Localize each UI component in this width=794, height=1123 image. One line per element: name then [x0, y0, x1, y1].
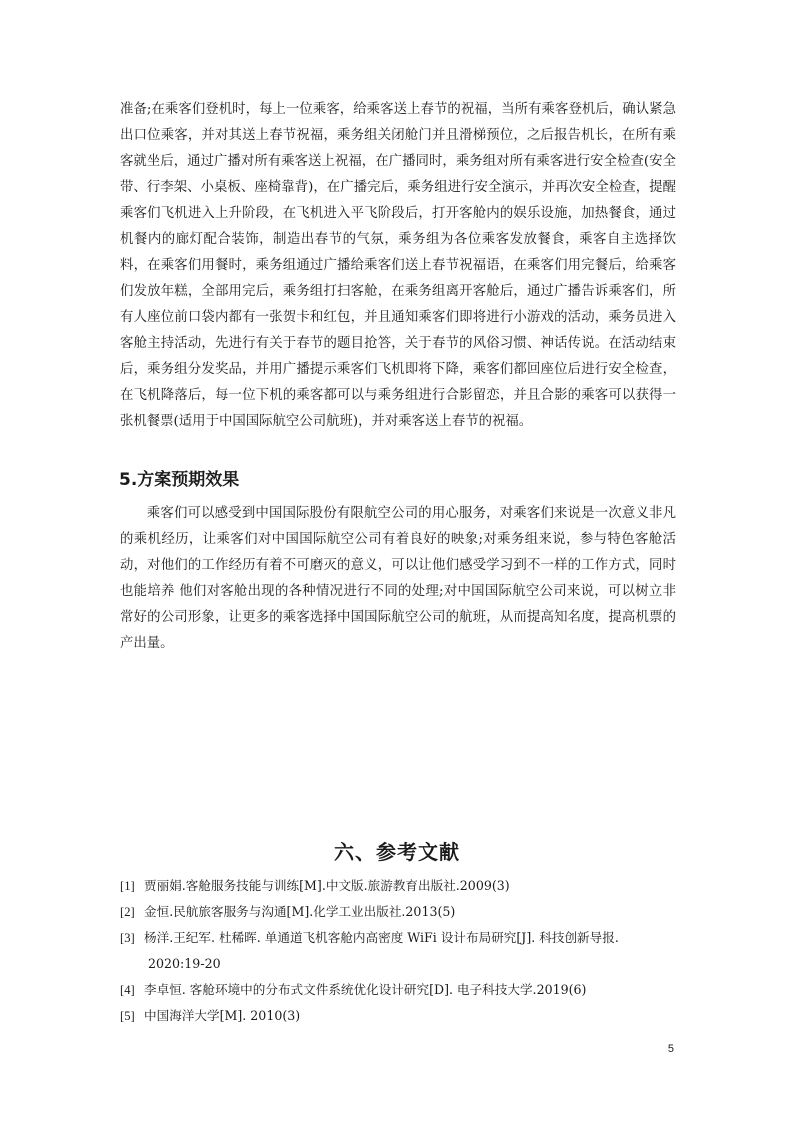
page-number: 5: [667, 1043, 674, 1055]
reference-number: [2]: [120, 905, 135, 919]
reference-item: [120, 1003, 680, 1029]
reference-item: [120, 977, 680, 1003]
reference-text: 中国海洋大学[M]. 2010(3): [144, 1008, 301, 1023]
reference-text: 李卓恒. 客舱环境中的分布式文件系统优化设计研究[D]. 电子科技大学.2019(6): [144, 982, 587, 997]
reference-item: [120, 899, 680, 925]
reference-item: [120, 873, 680, 899]
body-paragraph-procedure: 准备;在乘客们登机时，每上一位乘客，给乘客送上春节的祝福，当所有乘客登机后，确认紧急出口位乘客，并对其送上春节祝福，乘务组关闭舱门并且滑梯预位，之后报告机长，在所有乘客就坐后，通过广播对所有乘客送上祝福，在广播同时，乘务组对所有乘客进行安全检查(安全带、行李架、小桌板、座椅靠背)，在广播完后，乘务组进行安全演示，并再次安全检查，提醒乘客们飞机进入上升阶段，在飞机进入平飞阶段后，打开客舱内的娱乐设施，加热餐食，通过机餐内的廊灯配合装饰，制造出春节的气氛，乘务组为各位乘客发放餐食，乘客自主选择饮料，在乘客们用餐时，乘务组通过广播给乘客们送上春节祝福语，在乘客们用完餐后，给乘客们发放年糕，全部用完后，乘务组打扫客舱，在乘务组离开客舱后，通过广播告诉乘客们，所有人座位前口袋内都有一张贺卡和红包，并且通知乘客们即将进行小游戏的活动，乘务员进入客舱主持活动，先进行有关于春节的题目抢答，关于春节的风俗习惯、神话传说。在活动结束后，乘务组分发奖品，并用广播提示乘客们飞机即将下降，乘客们都回座位后进行安全检查，在飞机降落后，每一位下机的乘客都可以与乘务组进行合影留恋，并且合影的乘客可以获得一张机餐票(适用于中国国际航空公司航班)，并对乘客送上春节的祝福。: [120, 102, 676, 429]
reference-number: [3]: [120, 931, 135, 945]
reference-number: [4]: [120, 983, 135, 997]
section-heading: 5.方案预期效果: [119, 470, 240, 490]
reference-number: [5]: [120, 1009, 135, 1023]
reference-text: 杨洋.王纪军. 杜稀晖. 单通道飞机客舱内高密度 WiFi 设计布局研究[J]. 科技创新导报.: [144, 930, 619, 945]
chapter-title: 六、参考文献: [334, 840, 460, 864]
reference-list: [120, 873, 680, 1029]
reference-text: 贾丽娟.客舱服务技能与训练[M].中文版.旅游教育出版社.2009(3): [144, 878, 510, 893]
reference-item: [120, 925, 680, 977]
body-paragraph-expected-effect: 乘客们可以感受到中国国际股份有限航空公司的用心服务，对乘客们来说是一次意义非凡的乘机经历，让乘客们对中国国际航空公司有着良好的映象;对乘务组来说，参与特色客舱活动，对他们的工作经历有着不可磨灭的意义，可以让他们感受学习到不一样的工作方式，同时也能培养 他们对客舱出现的各种情况进行不同的处理;对中国国际航空公司来说，可以树立非常好的公司形象，让更多的乘客选择中国国际航空公司的航班，从而提高知名度，提高机票的产出量。: [120, 506, 676, 651]
reference-number: [1]: [120, 879, 135, 893]
reference-text: 金恒.民航旅客服务与沟通[M].化学工业出版社.2013(5): [144, 904, 456, 919]
reference-text-continuation: 2020:19-20: [148, 956, 221, 971]
